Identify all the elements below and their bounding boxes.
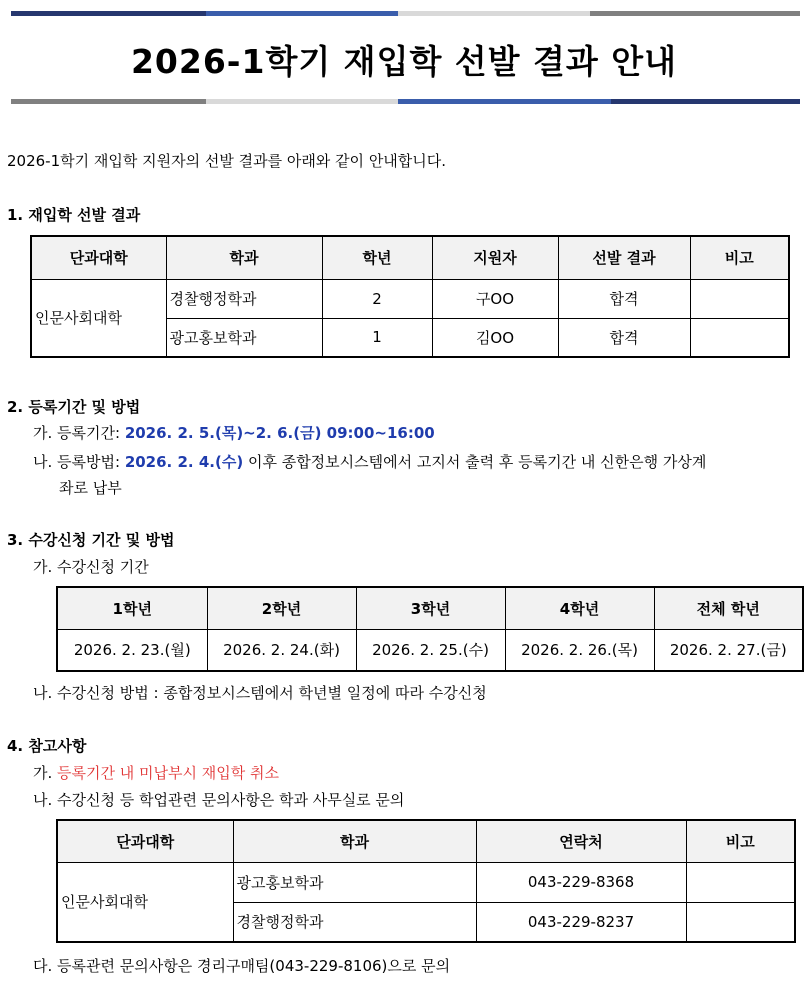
applicant-cell: 김OO <box>432 318 558 357</box>
table-header: 비고 <box>690 236 789 279</box>
table-header: 단과대학 <box>57 820 233 862</box>
table-header: 지원자 <box>432 236 558 279</box>
college-cell: 인문사회대학 <box>57 862 233 942</box>
date-cell: 2026. 2. 23.(월) <box>57 629 207 671</box>
date-cell: 2026. 2. 27.(금) <box>654 629 803 671</box>
registration-period-value: 2026. 2. 5.(목)~2. 6.(금) 09:00~16:00 <box>124 424 435 442</box>
bar-segment <box>11 99 206 104</box>
note-cell <box>686 862 795 902</box>
dept-cell: 광고홍보학과 <box>166 318 322 357</box>
section4-heading: 4. 참고사항 <box>7 737 87 755</box>
dept-cell: 경찰행정학과 <box>233 902 476 942</box>
table-header-row <box>31 236 789 279</box>
inquiry-note: 나. 수강신청 등 학업관련 문의사항은 학과 사무실로 문의 <box>33 791 405 809</box>
table-header: 2학년 <box>207 587 356 629</box>
bar-segment <box>398 99 611 104</box>
result-cell: 합격 <box>558 318 690 357</box>
applicant-cell: 구OO <box>432 279 558 318</box>
bar-segment <box>206 99 398 104</box>
dept-cell: 광고홍보학과 <box>233 862 476 902</box>
registration-method-cont: 좌로 납부 <box>59 479 122 497</box>
date-cell: 2026. 2. 25.(수) <box>356 629 505 671</box>
registration-method-label: 나. 등록방법: <box>33 453 125 471</box>
note-cell <box>690 279 789 318</box>
intro-text: 2026-1학기 재입학 지원자의 선발 결과를 아래와 같이 안내합니다. <box>7 152 447 170</box>
registration-method <box>33 451 706 472</box>
table-header-row <box>57 820 795 862</box>
table-row <box>57 629 803 671</box>
payment-inquiry-note: 다. 등록관련 문의사항은 경리구매팀(043-229-8106)으로 문의 <box>33 957 451 975</box>
cancellation-note-text: 등록기간 내 미납부시 재입학 취소 <box>57 764 279 782</box>
note-cell <box>686 902 795 942</box>
registration-period-label: 가. 등록기간: <box>33 424 125 442</box>
contact-table <box>56 819 796 943</box>
table-row <box>31 279 789 318</box>
course-registration-method: 나. 수강신청 방법 : 종합정보시스템에서 학년별 일정에 따라 수강신청 <box>33 684 487 702</box>
bar-segment <box>398 11 590 16</box>
table-header: 3학년 <box>356 587 505 629</box>
bar-segment <box>611 99 800 104</box>
bar-segment <box>590 11 800 16</box>
year-cell: 1 <box>322 318 432 357</box>
table-header: 전체 학년 <box>654 587 803 629</box>
table-header-row <box>57 587 803 629</box>
table-header: 1학년 <box>57 587 207 629</box>
section1-heading: 1. 재입학 선발 결과 <box>7 206 141 224</box>
college-cell: 인문사회대학 <box>31 279 166 357</box>
table-header: 비고 <box>686 820 795 862</box>
phone-cell: 043-229-8237 <box>476 902 686 942</box>
table-header: 연락처 <box>476 820 686 862</box>
registration-method-text: 이후 종합정보시스템에서 고지서 출력 후 등록기간 내 신한은행 가상계 <box>243 453 707 471</box>
table-header: 학년 <box>322 236 432 279</box>
cancellation-note <box>33 762 279 783</box>
date-cell: 2026. 2. 24.(화) <box>207 629 356 671</box>
page-title: 2026-1학기 재입학 선발 결과 안내 <box>130 42 678 81</box>
phone-cell: 043-229-8368 <box>476 862 686 902</box>
registration-method-date: 2026. 2. 4.(수) <box>124 453 244 471</box>
header-bottom-bar <box>11 99 800 104</box>
year-cell: 2 <box>322 279 432 318</box>
bar-segment <box>206 11 398 16</box>
cancellation-note-label: 가. <box>33 764 58 782</box>
table-row <box>57 862 795 902</box>
date-cell: 2026. 2. 26.(목) <box>505 629 654 671</box>
table-header: 선발 결과 <box>558 236 690 279</box>
section2-heading: 2. 등록기간 및 방법 <box>7 398 141 416</box>
table-header: 학과 <box>233 820 476 862</box>
selection-result-table <box>30 235 790 358</box>
table-header: 학과 <box>166 236 322 279</box>
section3-heading: 3. 수강신청 기간 및 방법 <box>7 531 175 549</box>
note-cell <box>690 318 789 357</box>
result-cell: 합격 <box>558 279 690 318</box>
header-top-bar <box>11 11 800 16</box>
table-header: 4학년 <box>505 587 654 629</box>
course-registration-table <box>56 586 804 672</box>
registration-period <box>33 422 435 443</box>
dept-cell: 경찰행정학과 <box>166 279 322 318</box>
table-header: 단과대학 <box>31 236 166 279</box>
bar-segment <box>11 11 206 16</box>
course-registration-period-label: 가. 수강신청 기간 <box>33 558 149 576</box>
